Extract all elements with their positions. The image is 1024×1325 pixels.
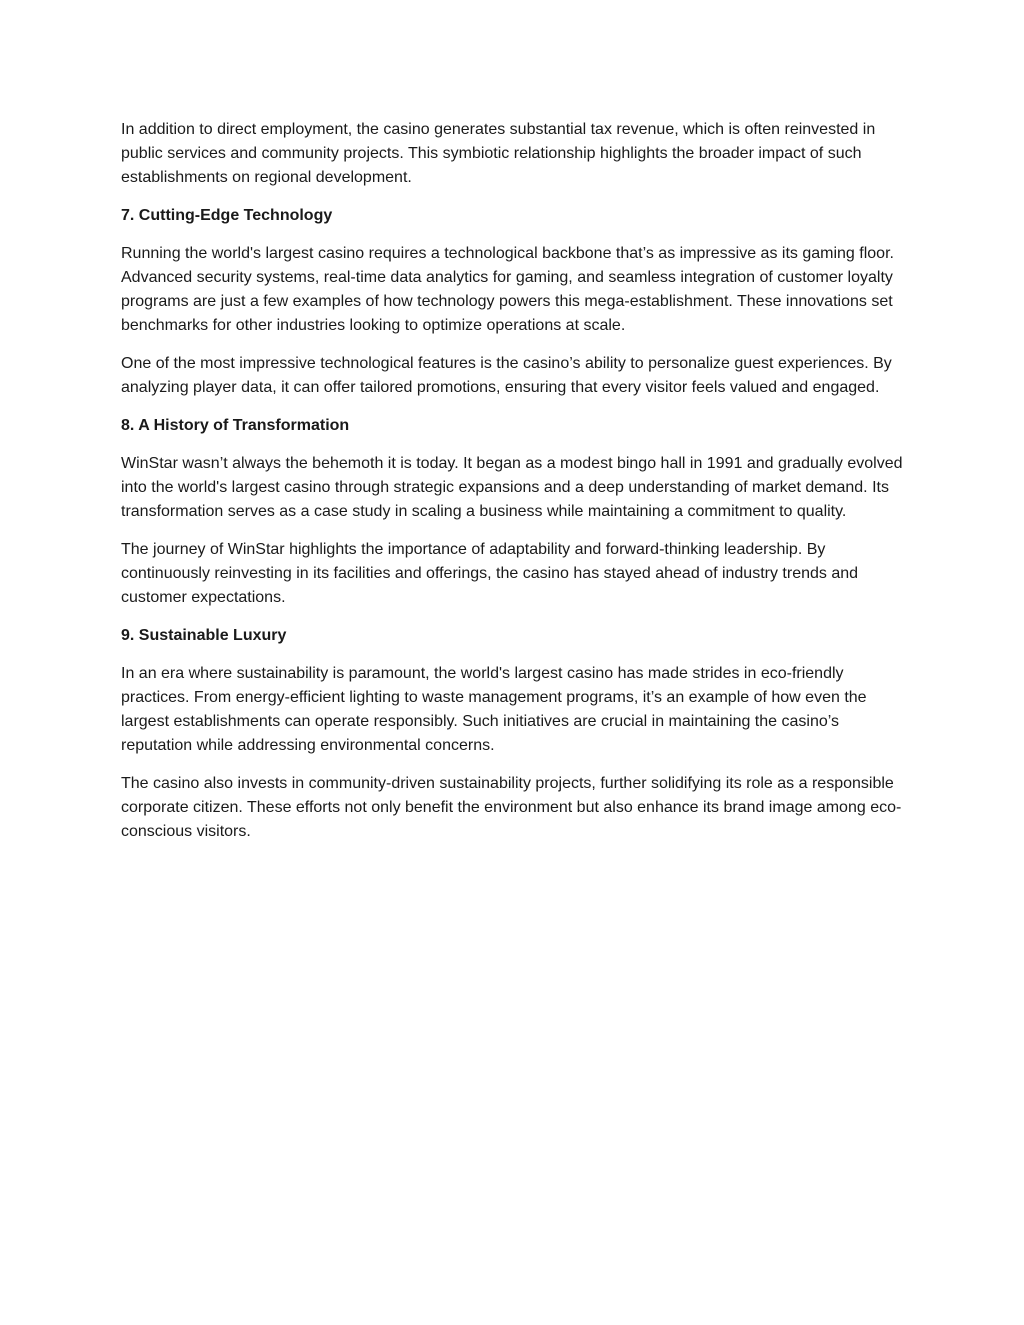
document-body [121,118,911,858]
section-heading: 8. A History of Transformation [121,417,350,434]
paragraph: In addition to direct employment, the casino generates substantial tax revenue, which is often reinvested in public services and community projects. This symbiotic relationship highlights the broader impact of such establishments on regional development. [121,121,876,186]
paragraph: In an era where sustainability is paramount, the world's largest casino has made strides in eco-friendly practices. From energy-efficient lighting to waste management programs, it’s an example of how even the largest establishments can operate responsibly. Such initiatives are crucial in maintaining the casino’s reputation while addressing environmental concerns. [121,665,867,754]
paragraph: Running the world's largest casino requires a technological backbone that’s as impressive as its gaming floor. Advanced security systems, real-time data analytics for gaming, and seamless integration of customer loyalty programs are just a few examples of how technology powers this mega-establishment. These innovations set benchmarks for other industries looking to optimize operations at scale. [121,245,894,334]
paragraph: The journey of WinStar highlights the importance of adaptability and forward-thinking leadership. By continuously reinvesting in its facilities and offerings, the casino has stayed ahead of industry trends and customer expectations. [121,541,859,606]
paragraph: WinStar wasn’t always the behemoth it is today. It began as a modest bingo hall in 1991 and gradually evolved into the world's largest casino through strategic expansions and a deep understanding of market demand. Its transformation serves as a case study in scaling a business while maintaining a commitment to quality. [121,455,903,520]
section-heading: 7. Cutting-Edge Technology [121,207,333,224]
section-heading: 9. Sustainable Luxury [121,627,287,644]
paragraph: The casino also invests in community-driven sustainability projects, further solidifying its role as a responsible corporate citizen. These efforts not only benefit the environment but also enhance its brand image among eco-conscious visitors. [121,775,902,840]
paragraph: One of the most impressive technological features is the casino’s ability to personalize guest experiences. By analyzing player data, it can offer tailored promotions, ensuring that every visitor feels valued and engaged. [121,355,892,396]
